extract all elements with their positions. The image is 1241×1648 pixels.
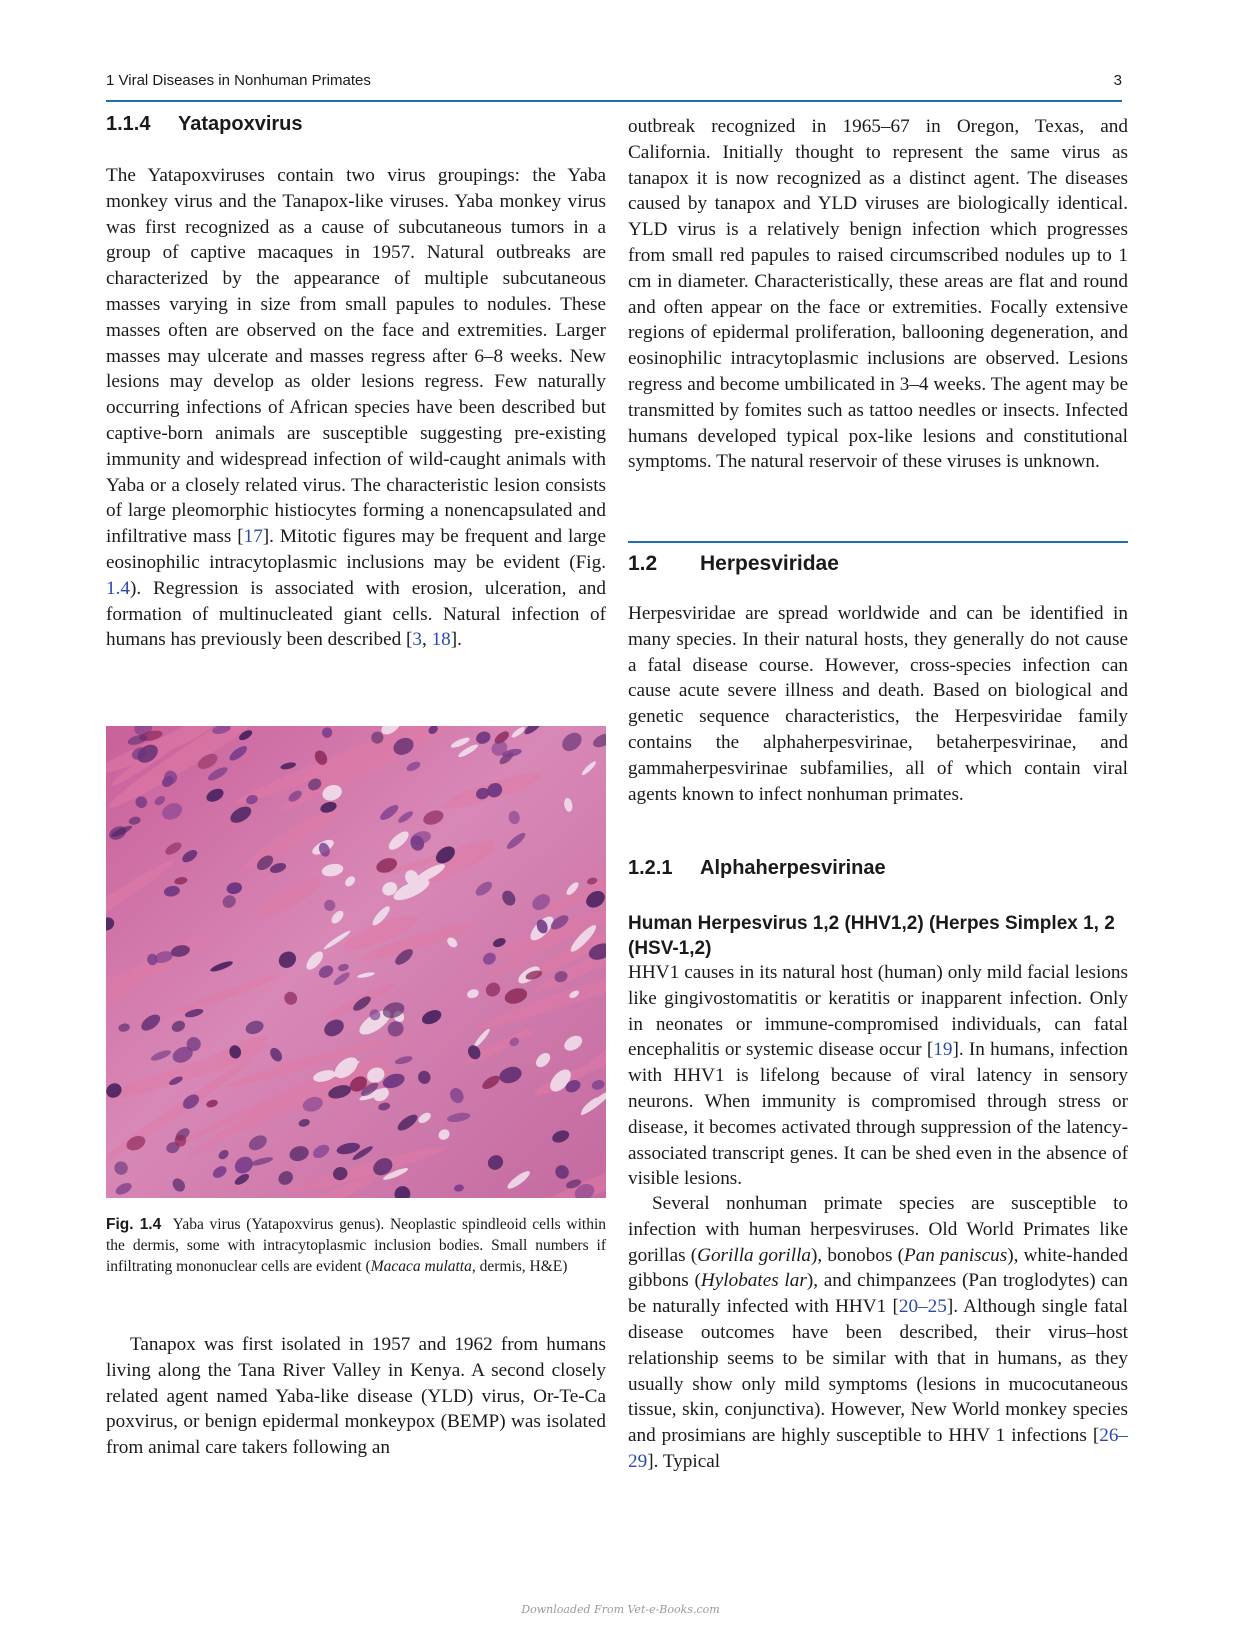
figure-label: Fig. 1.4 [106, 1216, 162, 1233]
paragraph-hhv1 [628, 960, 1128, 1192]
caption-text: Yaba virus (Yatapoxvirus genus). Neoplastic spindleoid cells within the dermis, some with intracytoplasmic inclusion bodies. Small numbers if infiltrating mononuclear cells are evident ( [106, 1216, 606, 1275]
section-rule [628, 541, 1128, 543]
caption-species: Macaca mulatta [370, 1258, 472, 1275]
subheading-hhv [628, 911, 1128, 961]
figure-link[interactable]: 1.4 [106, 577, 130, 599]
figure-image-histology [106, 726, 606, 1198]
section-heading-1-2 [628, 552, 1128, 576]
figure-caption [106, 1214, 606, 1277]
section-heading-1-1-4 [106, 113, 606, 136]
citation-link[interactable]: 26–29 [628, 1425, 1128, 1472]
text-run: ). Regression is associated with erosion, ulceration, and formation of multinucleated giant cells. Natural infection of humans has previously been described [ [106, 577, 606, 651]
page-number: 3 [1113, 72, 1122, 89]
species-name: Pan paniscus [903, 1244, 1008, 1266]
text-run: ), bonobos ( [811, 1244, 904, 1266]
paragraph-text: Tanapox was first isolated in 1957 and 1962 from humans living along the Tana River Valley in Kenya. A second closely related agent named Yaba-like disease (YLD) virus, Or-Te-Ca poxvirus, or benign epidermal monkeypox (BEMP) was isolated from animal care takers following an [106, 1334, 606, 1459]
citation-link[interactable]: 20–25 [898, 1296, 947, 1318]
text-run: ]. [450, 629, 462, 651]
citation-link[interactable]: 19 [933, 1039, 953, 1061]
caption-text: , dermis, H&E) [471, 1258, 568, 1275]
text-run: HHV1 causes in its natural host (human) only mild facial lesions like gingivostomatitis or keratitis or inapparent infection. Only in neonates or immune-compromised individuals, can fatal encephalitis or systemic disease occur [ [628, 962, 1128, 1061]
section-number: 1.2 [628, 552, 658, 575]
section-heading-1-2-1 [628, 857, 1128, 880]
section-number: 1.1.4 [106, 113, 151, 135]
text-run: ]. In humans, infection with HHV1 is lifelong because of viral latency in sensory neurons. When immunity is compromised through stress or disease, it becomes activated through suppression of the latency-associated transcript genes. It can be shed even in the absence of visible lesions. [628, 1039, 1128, 1190]
citation-link[interactable]: 18 [431, 629, 451, 651]
text-run: ), white-handed gibbons ( [628, 1244, 1128, 1292]
text-run: , [421, 629, 432, 651]
paragraph-tanapox [106, 1332, 606, 1461]
chapter-title: 1 Viral Diseases in Nonhuman Primates [106, 72, 371, 89]
text-run: The Yatapoxviruses contain two virus groupings: the Yaba monkey virus and the Tanapox-like viruses. Yaba monkey virus was first recognized as a cause of subcutaneous tumors in a group of captive macaques in 1957. Natural outbreaks are characterized by the appearance of multiple subcutaneous masses varying in size from small papules to nodules. These masses often are observed on the face and extremities. Larger masses may ulcerate and masses regress after 6–8 weeks. New lesions may develop as older lesions regress. Few naturally occurring infections of African species have been described but captive-born animals are susceptible suggesting pre-existing immunity and widespread infection of wild-caught animals with Yaba or a closely related virus. The characteristic lesion consists of large pleomorphic histiocytes forming a nonencapsulated and infiltrative mass [ [106, 165, 606, 548]
section-title: Herpesviridae [700, 552, 839, 575]
subheading-text: Human Herpesvirus 1,2 (HHV1,2) (Herpes Simplex 1, 2 (HSV-1,2) [628, 913, 1115, 959]
paragraph-yld-virus [628, 114, 1128, 475]
paragraph-nhp-susceptibility [628, 1191, 1128, 1475]
paragraph-text: Herpesviridae are spread worldwide and can be identified in many species. In their natural hosts, they generally do not cause a fatal disease course. However, cross-species infection can cause acute severe illness and death. Based on biological and genetic sequence characteristics, the Herpesviridae family contains the alphaherpesvirinae, betaherpesvirinae, and gammaherpesvirinae subfamilies, all of which contain viral agents known to infect nonhuman primates. [628, 603, 1128, 805]
citation-link[interactable]: 3 [412, 629, 422, 651]
section-number: 1.2.1 [628, 857, 673, 879]
paragraph-yatapox-intro [106, 163, 606, 653]
species-name: Gorilla gorilla [697, 1244, 812, 1266]
paragraph-text: outbreak recognized in 1965–67 in Oregon, Texas, and California. Initially thought to represent the same virus as tanapox it is now recognized as a distinct agent. The diseases caused by tanapox and YLD viruses are biologically identical. YLD virus is a relatively benign infection which progresses from small red papules to raised circumscribed nodules up to 1 cm in diameter. Characteristically, these areas are flat and round and often appear on the face or extremities. Focally extensive regions of epidermal proliferation, ballooning degeneration, and eosinophilic intracytoplasmic inclusions are observed. Lesions regress and become umbilicated in 3–4 weeks. The agent may be transmitted by fomites such as tattoo needles or insects. Infected humans developed typical pox-like lesions and constitutional symptoms. The natural reservoir of these viruses is unknown. [628, 116, 1128, 473]
citation-link[interactable]: 17 [243, 526, 263, 548]
text-run: ]. Typical [647, 1450, 721, 1472]
text-run: ), and chimpanzees (Pan troglodytes) can be naturally infected with HHV1 [ [628, 1270, 1128, 1318]
running-head [106, 70, 1122, 102]
section-title: Yatapoxvirus [178, 113, 303, 135]
text-run: ]. Although single fatal disease outcomes have been described, their virus–host relationship seems to be similar with that in humans, as they usually show only mild symptoms (lesions in mucocutaneous tissue, skin, conjunctiva). However, New World monkey species and prosimians are highly susceptible to HHV 1 infections [ [628, 1296, 1128, 1447]
section-title: Alphaherpesvirinae [700, 857, 886, 879]
paragraph-herpesviridae [628, 601, 1128, 807]
text-run: Several nonhuman primate species are susceptible to infection with human herpesviruses. Old World Primates like gorillas ( [628, 1193, 1128, 1266]
species-name: Hylobates lar [700, 1270, 807, 1292]
text-run: ]. Mitotic figures may be frequent and large eosinophilic intracytoplasmic inclusions may be evident (Fig. [106, 526, 606, 573]
download-watermark: Downloaded From Vet-e-Books.com [521, 1603, 720, 1616]
